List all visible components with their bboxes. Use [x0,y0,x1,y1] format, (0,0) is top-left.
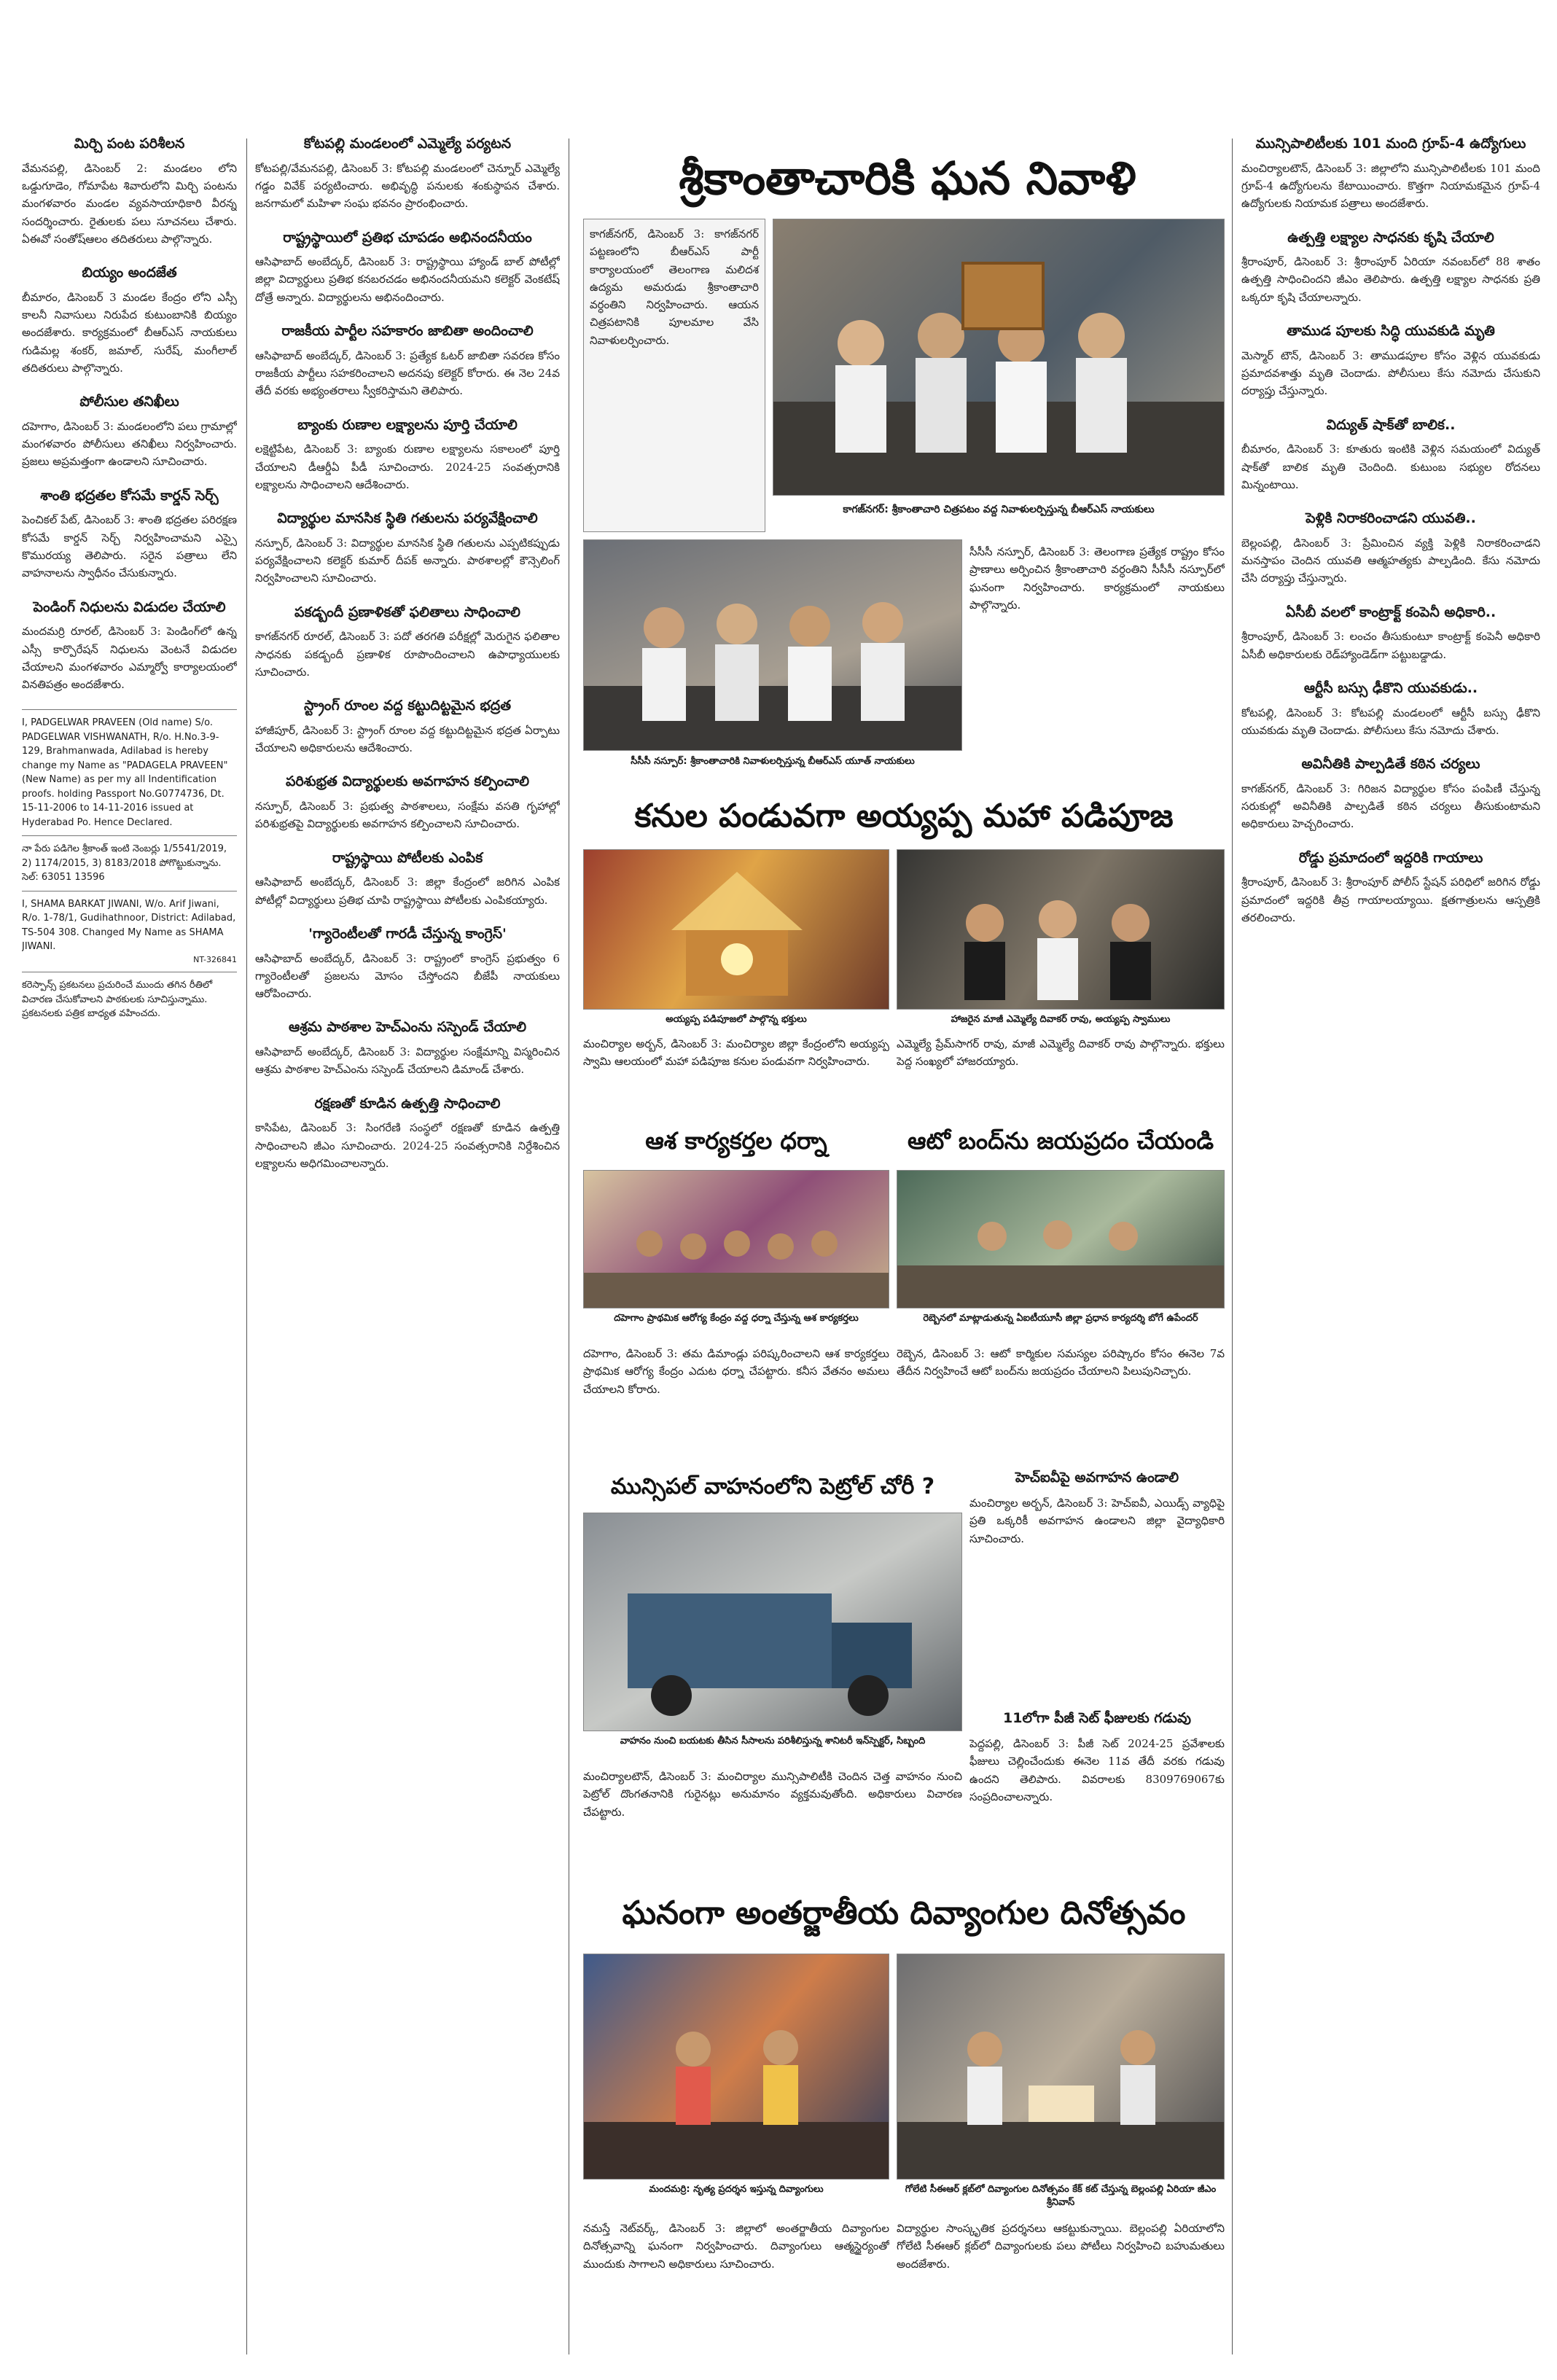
photo-caption: దహెగాం ప్రాథమిక ఆరోగ్య కేంద్రం వద్ద ధర్నా చేస్తున్న ఆశ కార్యకర్తలు [614,1313,859,1324]
article-headline: బ్యాంకు రుణాల లక్ష్యాలను పూర్తి చేయాలి [297,416,518,433]
temple-photo-illustration [584,850,889,1010]
article-headline: రాష్ట్రస్థాయిలో ప్రతిభ చూపడం అభినందనీయం [283,229,532,246]
article-body: శ్రీరాంపూర్, డిసెంబర్ 3: శ్రీరాంపూర్ పోలీస్ స్టేషన్ పరిధిలో జరిగిన రోడ్డు ప్రమాదంలో ఇద్దరికి తీవ్ర గాయాలయ్యాయి. క్షతగాత్రులను ఆస్పత్రికి తరలించారు. [1241,875,1540,924]
article-headline: విద్యుత్ షాక్‌తో బాలిక.. [1326,416,1456,433]
dance-photo-illustration [584,1954,889,2180]
photo-caption: రెబ్బెనలో మాట్లాడుతున్న ఏఐటీయూసీ జిల్లా ప్రధాన కార్యదర్శి బోగే ఉపేందర్ [923,1313,1198,1324]
article-body: మంచిర్యాల అర్బన్, డిసెంబర్ 3: హెచ్ఐవీ, ఎయిడ్స్ వ్యాధిపై ప్రతి ఒక్కరికీ అవగాహన ఉండాలని జిల్లా వైద్యాధికారి సూచించారు. [969,1497,1225,1545]
article-body: హాజీపూర్, డిసెంబర్ 3: స్ట్రాంగ్ రూంల వద్ద కట్టుదిట్టమైన భద్రత ఏర్పాటు చేయాలని అధికారులను ఆదేశించారు. [255,723,560,755]
article-headline: స్ట్రాంగ్ రూంల వద్ద కట్టుదిట్టమైన భద్రత [303,698,512,714]
lead1-text-box [583,219,765,532]
name-change-notice: I, PADGELWAR PRAVEEN (Old name) S/o. PADGELWAR VISHWANATH, R/o. H.No.3-9-129, Brahmanwada, Adilabad is hereby change my Name as "PADAGELA PRAVEEN" (New Name) as per my all Indentification proofs. holding Passport No.G0774736, Dt. 15-11-2006 to 14-11-2016 issued at Hyderabad Po. Hence Declared. [22,709,237,830]
article-body: కోటపల్లి, డిసెంబర్ 3: కోటపల్లి మండలంలో ఆర్టీసీ బస్సు ఢీకొని యువకుడు మృతి చెందాడు. పోలీసులు కేసు నమోదు చేశారు. [1241,706,1540,737]
article-headline: కోటపల్లి మండలంలో ఎమ్మెల్యే పర్యటన [303,136,512,152]
photo-caption: వాహనం నుంచి బయటకు తీసిన సీసాలను పరిశీలిస్తున్న శానిటరీ ఇన్‌స్పెక్టర్, సిబ్బంది [620,1736,926,1747]
article-body: మంచిర్యాలటౌన్, డిసెంబర్ 3: జిల్లాలోని మున్సిపాలిటీలకు 101 మంది గ్రూప్-4 ఉద్యోగులను కేటాయించారు. కొత్తగా నియామకమైన గ్రూప్-4 ఉద్యోగులకు నియామక పత్రాలు అందజేశారు. [1241,161,1540,211]
devotees-photo-illustration [897,850,1225,1010]
article-body: నస్పూర్, డిసెంబర్ 3: ప్రభుత్వ పాఠశాలలు, సంక్షేమ వసతి గృహాల్లో పరిశుభ్రతపై విద్యార్థులకు అవగాహన కల్పించాలని సూచించారు. [255,800,560,831]
article-body: బెల్లంపల్లి, డిసెంబర్ 3: ప్రేమించిన వ్యక్తి పెళ్లికి నిరాకరించాడని మనస్తాపం చెందిన యువతి ఆత్మహత్యకు పాల్పడింది. కేసు నమోదు చేసి దర్యాప్తు చేస్తున్నారు. [1241,536,1540,585]
column-1 [22,135,237,2351]
article-body: ఆసిఫాబాద్ అంబేద్కర్, డిసెంబర్ 3: రాష్ట్రంలో కాంగ్రెస్ ప్రభుత్వం 6 గ్యారెంటీలతో ప్రజలను మోసం చేస్తోందని బీజేపీ నాయకులు ఆరోపించారు. [255,951,560,1001]
photo-caption: మందమర్రి: నృత్య ప్రదర్శన ఇస్తున్న దివ్యాంగులు [649,2184,824,2195]
group-photo-illustration [584,540,962,751]
news-photo [773,219,1225,496]
notice-code: NT-326841 [193,954,237,964]
article-headline: శాంతి భద్రతల కోసమే కార్డన్ సెర్చ్ [40,487,219,504]
article-headline: మున్సిపాలిటీలకు 101 మంది గ్రూప్-4 ఉద్యోగులు [1255,136,1526,152]
article-body: కాగజ్‌నగర్, డిసెంబర్ 3: గిరిజన విద్యార్థుల కోసం పంపిణీ చేస్తున్న సరుకుల్లో అవినీతికి పాల్పడితే కఠిన చర్యలు తీసుకుంటామని అధికారులు హెచ్చరించారు. [1241,781,1540,831]
article-headline: పకడ్బందీ ప్రణాళికతో ఫలితాలు సాధించాలి [294,604,520,620]
photo-caption: గోలేటి సీఈఆర్ క్లబ్‌లో దివ్యాంగుల దినోత్సవం కేక్ కట్ చేస్తున్న బెల్లంపల్లి ఏరియా జీఎం శ్రీనివాస్ [905,2184,1217,2209]
notice-text: I, SHAMA BARKAT JIWANI, W/o. Arif Jiwani, R/o. 1-78/1, Gudihathnoor, District: Adilabad, TS-504 308. Changed My Name as SHAMA JIWANI. [22,898,236,953]
event-photo-illustration [897,1954,1225,2180]
article-body: ఆసిఫాబాద్ అంబేద్కర్, డిసెంబర్ 3: రాష్ట్రస్థాయి హ్యాండ్ బాల్ పోటీల్లో జిల్లా విద్యార్థులు ప్రతిభ కనబరచడం అభినందనీయమని కలెక్టర్ వెంకటేష్ దోత్రే అన్నారు. విద్యార్థులను అభినందించారు. [255,255,560,304]
disclaimer-notice: కరెస్పాన్స్ ప్రకటనలు ప్రచురించే ముందు తగిన రీతిలో విచారణ చేసుకోవాలని పాఠకులకు సూచిస్తున్నాము. ప్రకటనలకు పత్రిక బాధ్యత వహించదు. [22,972,237,1021]
article-headline: ఆశ్రమ పాఠశాల హెచ్ఎంను సస్పెండ్ చేయాలి [288,1019,527,1036]
article-headline: రాష్ట్రస్థాయి పోటీలకు ఎంపిక [332,849,483,866]
article-body: శ్రీరాంపూర్, డిసెంబర్ 3: శ్రీరాంపూర్ ఏరియా నవంబర్‌లో 88 శాతం ఉత్పత్తి సాధించిందని జీఎం తెలిపారు. ఉత్పత్తి లక్ష్యాల సాధనకు ప్రతి ఒక్కరూ కృషి చేయాలన్నారు. [1241,255,1540,304]
article-headline: తాముడ పూలకు సిద్ధి యువకుడి మృతి [1287,323,1495,340]
article-headline: హెచ్ఐవీపై అవగాహన ఉండాలి [1015,1470,1179,1486]
article-body: పెంచికల్ పేట్, డిసెంబర్ 3: శాంతి భద్రతల పరిరక్షణ కోసమే కార్డన్ సెర్చ్ నిర్వహించామని ఎస్సై కొమురయ్య తెలిపారు. సరైన పత్రాలు లేని వాహనాలను స్వాధీనం చేసుకున్నారు. [22,513,237,580]
article-body: కాగజ్‌నగర్, డిసెంబర్ 3: కాగజ్‌నగర్ పట్టణంలోని బీఆర్ఎస్ పార్టీ కార్యాలయంలో తెలంగాణ మలిదశ ఉద్యమ అమరుడు శ్రీకాంతాచారి వర్ధంతిని నిర్వహించారు. ఆయన చిత్రపటానికి పూలమాల వేసి నివాళులర్పించారు. [590,227,759,347]
protest-photo-illustration [584,1171,889,1308]
article-body: వేమనపల్లి, డిసెంబర్ 2: మండలం లోని ఒడ్డుగూడెం, గోమాపేట శివారులోని మిర్చి పంటను మంగళవారం మండల వ్యవసాయాధికారి వీరన్న సందర్శించారు. రైతులకు పలు సూచనలు చేశారు. ఏఈవో సంతోష్‌ఆలం తదితరులు పాల్గొన్నారు. [22,161,237,246]
article-body: లక్షెట్టిపేట, డిసెంబర్ 3: బ్యాంకు రుణాల లక్ష్యాలను సకాలంలో పూర్తి చేయాలని డీఆర్డీఏ పీడీ సూచించారు. 2024-25 సంవత్సరానికి లక్ష్యాలను సాధించాలని ఆదేశించారు. [255,442,560,491]
news-photo [583,1954,889,2180]
article-headline: పరిశుభ్రత విద్యార్థులకు అవగాహన కల్పించాలి [285,773,530,790]
article-body: రెబ్బెన, డిసెంబర్ 3: ఆటో కార్మికుల సమస్యల పరిష్కారం కోసం ఈనెల 7వ తేదీన నిర్వహించే ఆటో బంద్‌ను జయప్రదం చేయాలని పిలుపునిచ్చారు. [897,1347,1225,1378]
article-body: ఎమ్మెల్యే ప్రేమ్‌సాగర్ రావు, మాజీ ఎమ్మెల్యే దివాకర్ రావు పాల్గొన్నారు. భక్తులు పెద్ద సంఖ్యలో హాజరయ్యారు. [897,1037,1225,1069]
article-headline: ఆశ కార్యకర్తల ధర్నా [645,1127,827,1155]
article-body: నమస్తే నెట్‌వర్క్, డిసెంబర్ 3: జిల్లాలో అంతర్జాతీయ దివ్యాంగుల దినోత్సవాన్ని ఘనంగా నిర్వహించారు. దివ్యాంగులు ఆత్మస్థైర్యంతో ముందుకు సాగాలని అధికారులు సూచించారు. [583,2222,889,2271]
photo-caption: సీసీసీ నస్పూర్: శ్రీకాంతాచారికి నివాళులర్పిస్తున్న బీఆర్ఎస్ యూత్ నాయకులు [631,756,915,767]
news-photo [583,539,962,751]
article-body: దహెగాం, డిసెంబర్ 3: తమ డిమాండ్లు పరిష్కరించాలని ఆశ కార్యకర్తలు ప్రాథమిక ఆరోగ్య కేంద్రం ఎదుట ధర్నా చేపట్టారు. కనీస వేతనం అమలు చేయాలని కోరారు. [583,1347,889,1396]
article-banner-headline: కనుల పండువగా అయ్యప్ప మహా పడిపూజ [634,797,1174,835]
article-body: ఆసిఫాబాద్ అంబేద్కర్, డిసెంబర్ 3: ప్రత్యేక ఓటర్ జాబితా సవరణ కోసం రాజకీయ పార్టీలు సహకరించాలని అదనపు కలెక్టర్ కోరారు. ఈ నెల 24వ తేదీ వరకు అభ్యంతరాలు స్వీకరిస్తామని తెలిపారు. [255,348,560,398]
photo-caption: కాగజ్‌నగర్: శ్రీకాంతాచారి చిత్రపటం వద్ద నివాళులర్పిస్తున్న బీఆర్ఎస్ నాయకులు [843,504,1155,515]
news-photo [583,1513,962,1731]
article-body: కోటపల్లి/వేమనపల్లి, డిసెంబర్ 3: కోటపల్లి మండలంలో చెన్నూర్ ఎమ్మెల్యే గడ్డం వివేక్ పర్యటించారు. అభివృద్ధి పనులకు శంకుస్థాపన చేశారు. జనగామలో మహిళా సంఘ భవనం ప్రారంభించారు. [255,161,560,211]
meeting-photo-illustration [897,1171,1225,1308]
article-headline: అవినీతికి పాల్పడితే కఠిన చర్యలు [1301,756,1480,773]
column-5 [1241,135,1540,2351]
article-body: విద్యార్థుల సాంస్కృతిక ప్రదర్శనలు ఆకట్టుకున్నాయి. బెల్లంపల్లి ఏరియాలోని గోలేటి సీఈఆర్ క్లబ్‌లో దివ్యాంగులకు పలు పోటీలు నిర్వహించి బహుమతులు అందజేశారు. [897,2222,1225,2271]
article-body: ఆసిఫాబాద్ అంబేద్కర్, డిసెంబర్ 3: విద్యార్థుల సంక్షేమాన్ని విస్మరించిన ఆశ్రమ పాఠశాల హెచ్ఎంను సస్పెండ్ చేయాలని డిమాండ్ చేశారు. [255,1045,560,1077]
article-body: పెద్దపల్లి, డిసెంబర్ 3: పీజీ సెట్ 2024-25 ప్రవేశాలకు ఫీజులు చెల్లించేందుకు ఈనెల 11వ తేదీ వరకు గడువు ఉందని తెలిపారు. వివరాలకు 8309769067కు సంప్రదించాలన్నారు. [969,1737,1225,1803]
article-headline: బియ్యం అందజేత [82,265,177,281]
article-body: శ్రీరాంపూర్, డిసెంబర్ 3: లంచం తీసుకుంటూ కాంట్రాక్ట్ కంపెనీ అధికారి ఏసీబీ అధికారులకు రెడ్‌హ్యాండెడ్‌గా పట్టుబడ్డాడు. [1241,630,1540,661]
column-divider [1232,138,1233,2354]
vehicle-photo-illustration [584,1513,962,1731]
article-headline: ఆటో బంద్‌ను జయప్రదం చేయండి [907,1127,1214,1155]
article-headline: విద్యార్థుల మానసిక స్థితి గతులను పర్యవేక్షించాలి [277,510,538,527]
article-headline: ఏసీబీ వలలో కాంట్రాక్ట్ కంపెనీ అధికారి.. [1285,604,1496,620]
article-body: కాగజ్‌నగర్ రూరల్, డిసెంబర్ 3: పదో తరగతి పరీక్షల్లో మెరుగైన ఫలితాల సాధనకు పకడ్బందీ ప్రణాళిక రూపొందించాలని ఉపాధ్యాయులకు సూచించారు. [255,630,560,679]
photo-caption: హాజరైన మాజీ ఎమ్మెల్యే దివాకర్ రావు, అయ్యప్ప స్వాములు [951,1014,1171,1025]
article-body: మంచిర్యాలటౌన్, డిసెంబర్ 3: మంచిర్యాల మున్సిపాలిటీకి చెందిన చెత్త వాహనం నుంచి పెట్రోల్ దొంగతనానికి గురైనట్లు అనుమానం వ్యక్తమవుతోంది. అధికారులు విచారణ చేపట్టారు. [583,1770,962,1819]
article-headline: రాజకీయ పార్టీల సహకారం జాబితా అందించాలి [281,323,534,340]
column-2 [255,135,560,2351]
news-photo [897,1170,1225,1308]
article-body: నస్పూర్, డిసెంబర్ 3: విద్యార్థుల మానసిక స్థితి గతులను ఎప్పటికప్పుడు పర్యవేక్షించాలని కలెక్టర్ కుమార్ దీపక్ అన్నారు. పాఠశాలల్లో కౌన్సెలింగ్ నిర్వహించాలని సూచించారు. [255,536,560,585]
news-photo [897,1954,1225,2180]
article-body: మెస్మార్ టౌన్, డిసెంబర్ 3: తాముడపూల కోసం వెళ్లిన యువకుడు ప్రమాదవశాత్తు మృతి చెందాడు. పోలీసులు కేసు నమోదు చేసుకుని దర్యాప్తు చేస్తున్నారు. [1241,348,1540,398]
news-photo [897,849,1225,1010]
article-headline: 'గ్యారెంటీలతో గారడీ చేస్తున్న కాంగ్రెస్' [308,925,507,942]
article-body: బీమారం, డిసెంబర్ 3: కూతురు ఇంటికి వెళ్లిన సమయంలో విద్యుత్ షాక్‌తో బాలిక మృతి చెందింది. కుటుంబ సభ్యుల రోదనలు మిన్నంటాయి. [1241,442,1540,491]
article-body: మంచిర్యాల అర్బన్, డిసెంబర్ 3: మంచిర్యాల జిల్లా కేంద్రంలోని అయ్యప్ప స్వామి ఆలయంలో మహా పడిపూజ కనుల పండువగా నిర్వహించారు. [583,1037,889,1069]
news-photo [583,849,889,1010]
article-body: మందమర్రి రూరల్, డిసెంబర్ 3: పెండింగ్‌లో ఉన్న ఎస్సీ కార్పొరేషన్ నిధులను వెంటనే విడుదల చేయాలని మంగళవారం ఎమ్మార్వో కార్యాలయంలో వినతిపత్రం అందజేశారు. [22,625,237,692]
lost-document-notice: నా పేరు పడిగెల శ్రీకాంత్ ఇంటి నెంబర్లు 1/5541/2019, 2) 1174/2015, 3) 8183/2018 పోగొట్టుకున్నాను. సెల్: 63051 13596 [22,835,237,885]
name-change-notice [22,891,237,967]
article-body: కాసిపేట, డిసెంబర్ 3: సింగరేణి సంస్థలో రక్షణతో కూడిన ఉత్పత్తి సాధించాలని జీఎం సూచించారు. 2024-25 సంవత్సరానికి నిర్దేశించిన లక్ష్యాలను అధిగమించాలన్నారు. [255,1121,560,1170]
article-body: దహెగాం, డిసెంబర్ 3: మండలంలోని పలు గ్రామాల్లో మంగళవారం పోలీసులు తనిఖీలు నిర్వహించారు. ప్రజలు అప్రమత్తంగా ఉండాలని సూచించారు. [22,419,237,469]
article-body: బీమారం, డిసెంబర్ 3 మండల కేంద్రం లోని ఎస్సీ కాలనీ నివాసులు నిరుపేద కుటుంబానికి బియ్యం అందజేశారు. కార్యక్రమంలో బీఆర్ఎస్ నాయకులు గుడిమల్ల శంకర్, జమాల్, సురేష్, మంగీలాల్ తదితరులు పాల్గొన్నారు. [22,290,237,375]
article-headline: 11లోగా పీజీ సెట్ ఫీజులకు గడువు [1003,1710,1191,1726]
news-photo [583,1170,889,1308]
article-headline: రోడ్డు ప్రమాదంలో ఇద్దరికి గాయాలు [1298,849,1483,866]
article-headline: ఉత్పత్తి లక్ష్యాల సాధనకు కృషి చేయాలి [1287,229,1494,246]
article-headline: పెండింగ్ నిధులను విడుదల చేయాలి [33,598,226,615]
crowd-photo-illustration [773,219,1225,496]
lead-banner-headline: శ్రీకాంతాచారికి ఘన నివాళి [679,152,1136,205]
article-headline: మున్సిపల్ వాహనంలోని పెట్రోల్ చోరీ ? [610,1474,935,1499]
article-headline: రక్షణతో కూడిన ఉత్పత్తి సాధించాలి [314,1095,501,1112]
article-headline: పోలీసుల తనిఖీలు [79,394,179,410]
article-headline: పెళ్లికి నిరాకరించాడని యువతి.. [1306,510,1476,527]
photo-caption: అయ్యప్ప పడిపూజలో పాల్గొన్న భక్తులు [666,1014,807,1025]
column-divider [246,138,247,2354]
article-headline: మిర్చి పంట పరిశీలన [74,136,185,152]
article-headline: ఆర్టీసీ బస్సు ఢీకొని యువకుడు.. [1303,679,1478,696]
article-banner-headline: ఘనంగా అంతర్జాతీయ దివ్యాంగుల దినోత్సవం [622,1895,1186,1932]
article-body: ఆసిఫాబాద్ అంబేద్కర్, డిసెంబర్ 3: జిల్లా కేంద్రంలో జరిగిన ఎంపిక పోటీల్లో విద్యార్థులు ప్రతిభ చూపి రాష్ట్రస్థాయి పోటీలకు ఎంపికయ్యారు. [255,875,560,907]
article-body: సీసీసీ నస్పూర్, డిసెంబర్ 3: తెలంగాణ ప్రత్యేక రాష్ట్రం కోసం ప్రాణాలు అర్పించిన శ్రీకాంతాచారి వర్ధంతిని సీసీసీ నస్పూర్‌లో ఘనంగా నిర్వహించారు. కార్యక్రమంలో నాయకులు పాల్గొన్నారు. [969,545,1225,612]
